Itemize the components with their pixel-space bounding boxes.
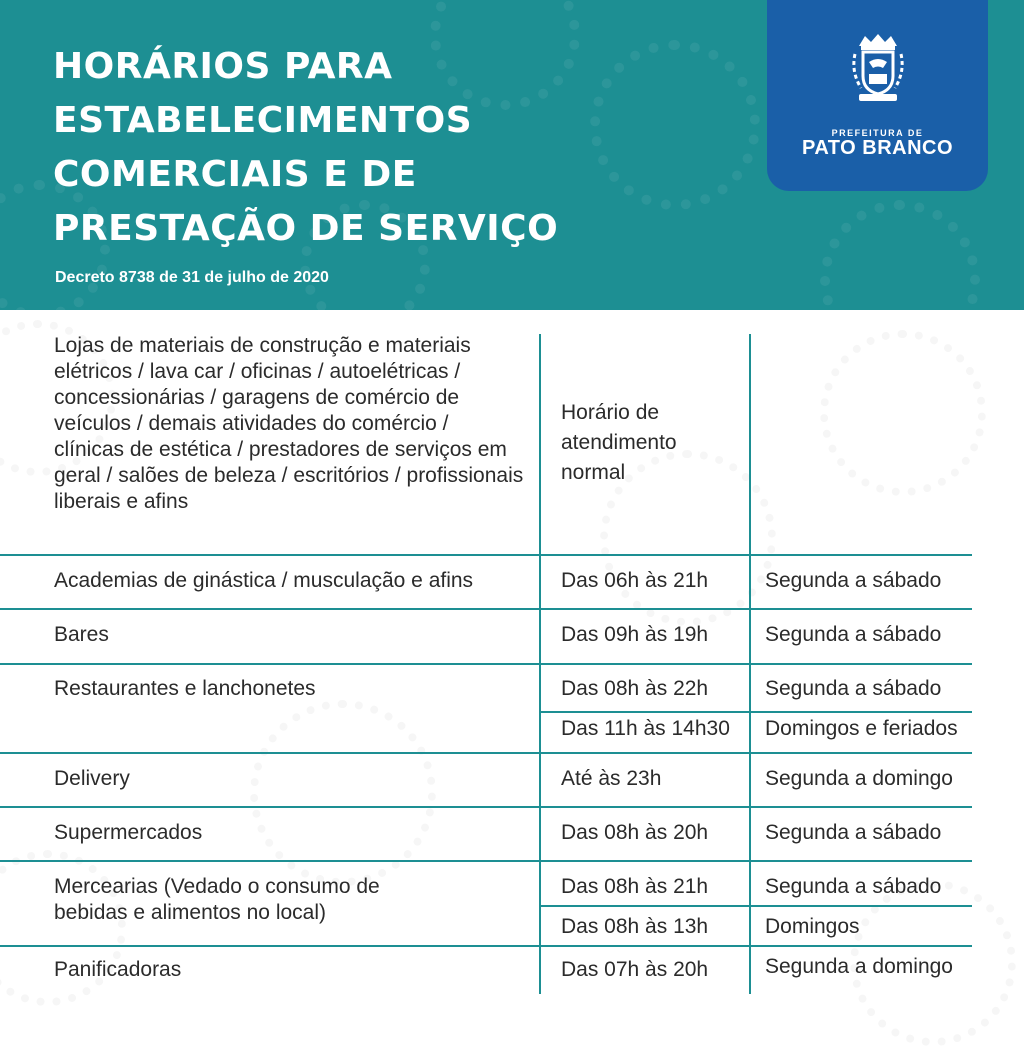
row-divider bbox=[0, 945, 972, 947]
row-divider bbox=[0, 608, 972, 610]
hours-cell: Das 08h às 13h bbox=[561, 915, 709, 938]
row-divider bbox=[0, 554, 972, 556]
hours-cell: Das 07h às 20h bbox=[561, 958, 709, 981]
days-cell: Segunda a domingo bbox=[765, 955, 953, 978]
hours-cell: Das 11h às 14h30 bbox=[561, 717, 730, 740]
title-line: COMERCIAIS E DE bbox=[53, 154, 417, 195]
virus-pattern-icon bbox=[820, 330, 986, 496]
page-title bbox=[53, 40, 693, 256]
days-cell: Segunda a sábado bbox=[765, 821, 942, 844]
coat-of-arms-icon bbox=[847, 32, 909, 104]
hours-cell: Até às 23h bbox=[561, 767, 662, 790]
category-cell: Delivery bbox=[54, 767, 130, 790]
logo-city-name: PATO BRANCO bbox=[801, 137, 954, 159]
virus-pattern-icon bbox=[250, 700, 436, 886]
title-line: PRESTAÇÃO DE SERVIÇO bbox=[53, 208, 559, 249]
days-cell: Domingos bbox=[765, 915, 860, 938]
decree-subtitle: Decreto 8738 de 31 de julho de 2020 bbox=[55, 269, 329, 286]
title-line: HORÁRIOS PARA bbox=[53, 46, 393, 87]
row-divider bbox=[0, 663, 972, 665]
row-divider bbox=[539, 905, 972, 907]
row-divider bbox=[0, 806, 972, 808]
category-cell: Mercearias (Vedado o consumo de bebidas e alimentos no local) bbox=[54, 875, 380, 924]
hours-cell: Das 09h às 19h bbox=[561, 623, 709, 646]
days-cell: Segunda a sábado bbox=[765, 677, 942, 700]
logo-prefeitura-text: PREFEITURA DE bbox=[831, 128, 924, 138]
category-cell: Panificadoras bbox=[54, 958, 182, 981]
row-divider bbox=[0, 860, 972, 862]
virus-pattern-icon bbox=[820, 200, 980, 310]
days-cell: Segunda a domingo bbox=[765, 767, 953, 790]
days-cell: Segunda a sábado bbox=[765, 875, 942, 898]
hours-cell: Das 08h às 20h bbox=[561, 821, 709, 844]
category-cell: Bares bbox=[54, 623, 109, 646]
days-cell: Domingos e feriados bbox=[765, 717, 958, 740]
hours-cell: Das 06h às 21h bbox=[561, 569, 709, 592]
row-divider bbox=[539, 711, 972, 713]
category-cell: Restaurantes e lanchonetes bbox=[54, 677, 316, 700]
title-line: ESTABELECIMENTOS bbox=[53, 100, 473, 141]
hours-cell: Das 08h às 22h bbox=[561, 677, 709, 700]
prefeitura-logo bbox=[767, 0, 988, 191]
days-cell: Segunda a sábado bbox=[765, 623, 942, 646]
category-cell: Academias de ginástica / musculação e afins bbox=[54, 569, 474, 592]
header-banner bbox=[0, 0, 1024, 310]
category-cell: Supermercados bbox=[54, 821, 203, 844]
days-cell: Segunda a sábado bbox=[765, 569, 942, 592]
hours-cell: Das 08h às 21h bbox=[561, 875, 709, 898]
row-divider bbox=[0, 752, 972, 754]
intro-category: Lojas de materiais de construção e materiais elétricos / lava car / oficinas / autoelétricas / concessionárias / garagens de comércio de veículos / demais atividades do comércio / clínicas de estética / prestadores de serviços em geral / salões de beleza / escritórios / profissionais liberais e afins bbox=[54, 334, 524, 513]
intro-hours: Horário de atendimento normal bbox=[561, 401, 677, 484]
